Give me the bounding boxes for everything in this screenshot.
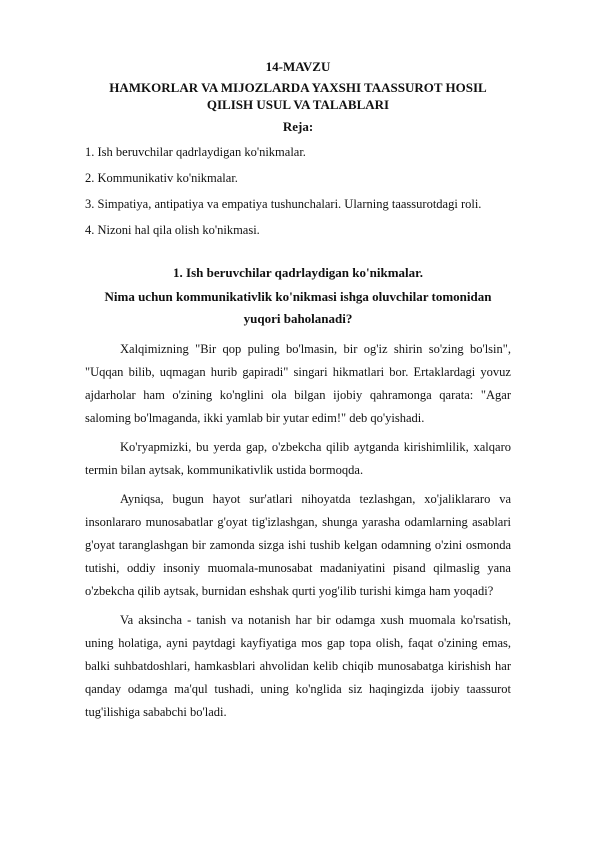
plan-item: 4. Nizoni hal qila olish ko'nikmasi. (85, 223, 260, 237)
body-paragraph: Va aksincha - tanish va notanish har bir odamga xush muomala ko'rsatish, uning holatiga, ayni paytdagi kayfiyatiga mos gap topa olish, faqat o'zining emas, balki suhbatdoshlari, hamkasblari ahvolidan kelib chiqib munosabatga kirishish har qanday odamga ma'qul tushadi, uning ko'nglida siz haqingizda ijobiy taassurot tug'ilishiga sababchi bo'ladi. (85, 613, 511, 719)
plan-heading: Reja: (282, 119, 314, 134)
body-paragraph: Ko'ryapmizki, bu yerda gap, o'zbekcha qilib aytganda kirishimlilik, xalqaro termin bilan aytsak, kommunikativlik ustida bormoqda. (85, 440, 511, 477)
document-page (85, 57, 511, 724)
plan-item: 2. Kommunikativ ko'nikmalar. (85, 171, 238, 185)
plan-item: 1. Ish beruvchilar qadrlaydigan ko'nikmalar. (85, 145, 306, 159)
body-paragraph: Ayniqsa, bugun hayot sur'atlari nihoyatda tezlashgan, xo'jaliklararo va insonlararo munosabatlar g'oyat tig'izlashgan, shunga yarasha odamlarning asablari g'oyat taranglashgan bir zamonda sizga ishi tushib kelgan odamning o'zini osmonda tutishi, oddiy insoniy muomala-munosabat madaniyatini pisand qilmaslig yana o'zbekcha qilib aytsak, burnidan eshshak qurti yog'ilib turishi kimga ham yoqadi? (85, 492, 511, 598)
plan-list (85, 139, 511, 243)
body-paragraph: Xalqimizning "Bir qop puling bo'lmasin, bir og'iz shirin so'zing bo'lsin", "Uqqan bilib, uqmagan hurib gapiradi" singari hikmatlari bor. Ertaklardagi yovuz ajdarholar ham o'zining ko'nglini ola bilgan ijobiy qahramonga qarata: "Agar saloming bo'lmaganda, ikki yamlab bir yutar edim!" deb qo'yishadi. (85, 342, 511, 425)
document-title: HAMKORLAR VA MIJOZLARDA YAXSHI TAASSUROT HOSIL QILISH USUL VA TALABLARI (109, 80, 487, 112)
section-question: Nima uchun kommunikativlik ko'nikmasi ishga oluvchilar tomonidan yuqori baholanadi? (104, 289, 492, 326)
plan-item: 3. Simpatiya, antipatiya va empatiya tushunchalari. Ularning taassurotdagi roli. (85, 197, 482, 211)
topic-number: 14-MAVZU (265, 59, 331, 74)
section-heading: 1. Ish beruvchilar qadrlaydigan ko'nikmalar. (173, 265, 423, 280)
